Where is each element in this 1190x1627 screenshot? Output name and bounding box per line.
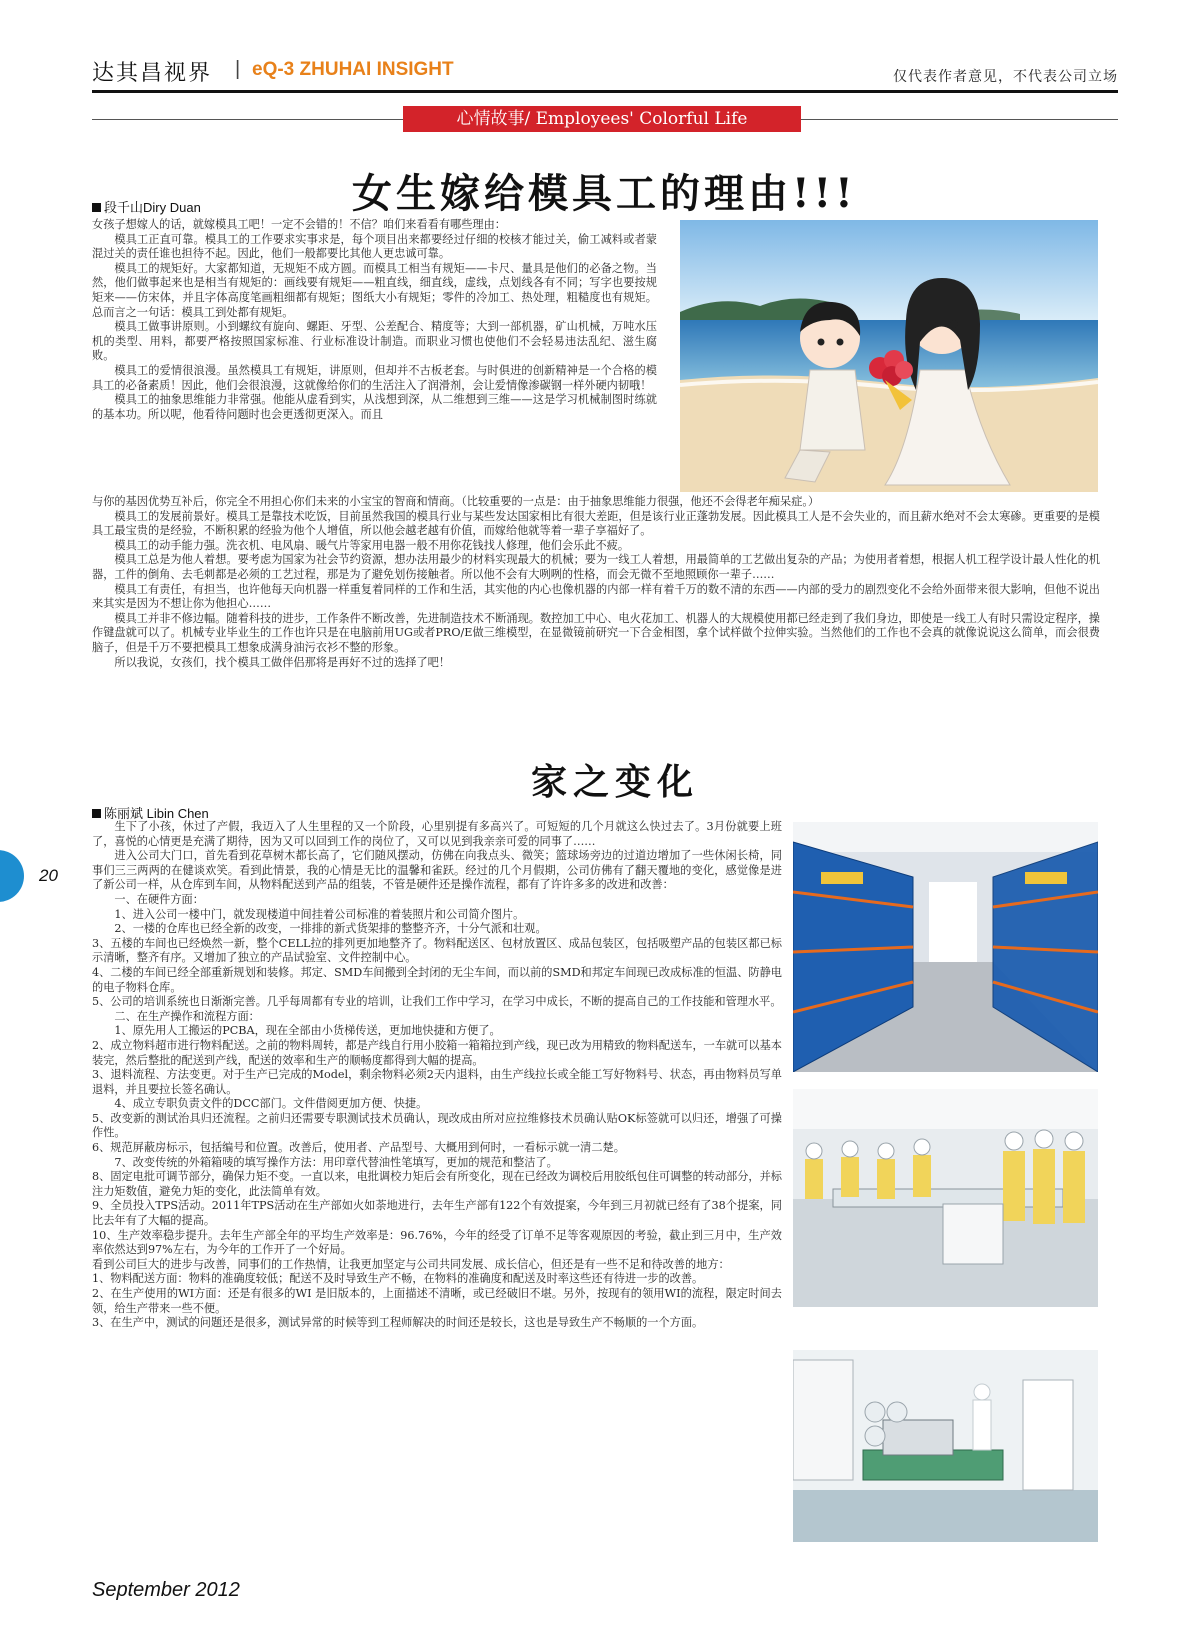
article1-paragraph: 模具工的规矩好。大家都知道，无规矩不成方圆。而模具工相当有规矩——卡尺、量具是他们的必备之物。当然，他们做事起来也是相当有规矩的：画线要有规矩——粗直线，细直线，虚线，点划线各有不同；写字也要按规矩来——仿宋体，并且字体高度笔画粗细都有规矩；图纸大小有规矩；零件的冷加工、热处理，粗糙度也有规矩。总而言之一句话：模具工到处都有规矩。 — [92, 261, 657, 319]
article2-paragraph: 6、规范屏蔽房标示，包括编号和位置。改善后，使用者、产品型号、大概用到何时，一看标示就一清二楚。 — [92, 1141, 625, 1155]
article1-paragraph: 所以我说，女孩们，找个模具工做伴侣那将是再好不过的选择了吧！ — [114, 655, 451, 669]
article2-paragraph: 二、在生产操作和流程方面： — [114, 1009, 260, 1023]
article2-paragraph: 一、在硬件方面： — [114, 892, 204, 906]
article2-paragraph: 4、成立专职负责文件的DCC部门。文件借阅更加方便、快捷。 — [114, 1097, 428, 1111]
article1-paragraph: 模具工正直可靠。模具工的工作要求实事求是，每个项目出来都要经过仔细的校核才能过关，偷工减料或者蒙混过关的责任谁也担待不起。因此，他们一般都要比其他人更忠诚可靠。 — [92, 232, 657, 261]
article2-paragraph: 3、在生产中，测试的问题还是很多，测试异常的时候等到工程师解决的时间还是较长，这也是导致生产不畅顺的一个方面。 — [92, 1316, 704, 1330]
article2-paragraph: 7、改变传统的外箱箱唛的填写操作方法：用印章代替油性笔填写，更加的规范和整洁了。 — [114, 1155, 558, 1169]
article1-fullwidth-text — [92, 495, 1100, 670]
article2-paragraph: 进入公司大门口，首先看到花草树木都长高了，它们随风摆动，仿佛在向我点头、微笑；篮球场旁边的过道边增加了一些休闲长椅，同事们三三两两的在健谈欢笑。看到此情景，我的心情是无比的温馨和雀跃。经过的几个月假期，公司仿佛有了翻天覆地的变化，感觉像是进了新公司一样，从仓库到车间，从物料配送到产品的组装，不管是硬件还是操作流程，都有了许许多多的改进和改善： — [92, 849, 782, 892]
article2-paragraph: 生下了小孩，休过了产假，我迈入了人生里程的又一个阶段，心里别提有多高兴了。可短短的几个月就这么快过去了。3月份就要上班了，喜悦的心情更是充满了期待，因为又可以回到工作的岗位了，又可以见到我亲亲可爱的同事了…… — [92, 820, 782, 848]
article2-paragraph: 2、成立物料超市进行物料配送。之前的物料周转，都是产线自行用小胶箱一箱箱拉到产线，现已改为用精致的物料配送车，一车就可以基本装完，然后整批的配送到产线，配送的效率和生产的顺畅度都得到大幅的提高。 — [92, 1038, 782, 1067]
header-brand-en: eQ-3 ZHUHAI INSIGHT — [252, 59, 454, 80]
article2-paragraph: 8、固定电批可调节部分，确保力矩不变。一直以来，电批调校力矩后会有所变化，现在已经改为调校后用胶纸包住可调整的转动部分，并标注力矩数值，避免力矩的变化，此法简单有效。 — [92, 1170, 782, 1198]
article2-paragraph: 1、原先用人工搬运的PCBA，现在全部由小货梯传送，更加地快捷和方便了。 — [114, 1024, 501, 1038]
footer-date: September 2012 — [92, 1579, 240, 1601]
author-square-icon — [92, 203, 101, 212]
article2-paragraph: 5、公司的培训系统也日渐渐完善。几乎每周都有专业的培训，让我们工作中学习，在学习中成长，不断的提高自己的工作技能和管理水平。 — [92, 995, 782, 1009]
article2-paragraph: 1、进入公司一楼中门，就发现楼道中间挂着公司标准的着装照片和公司简介图片。 — [114, 907, 525, 921]
article1-paragraph: 模具工并非不修边幅。随着科技的进步，工作条件不断改善，先进制造技术不断涌现。数控加工中心、电火花加工、机器人的大规模使用都已经走到了我们身边，即使是一线工人有时只需设定程序，操作键盘就可以了。机械专业毕业生的工作也许只是在电脑前用UG或者PRO/E做三维模型，在显微镜前研究一下合金相图，拿个试样做个拉伸实验。当然他们的工作也不会真的就像说说这么简单，而会很费脑子，但是千万不要把模具工想象成满身油污衣衫不整的形象。 — [92, 611, 1100, 654]
page-number-tab — [0, 850, 24, 902]
article2-column-text — [92, 820, 782, 1331]
article2-paragraph: 3、退料流程、方法变更。对于生产已完成的Model，剩余物料必须2天内退料，由生产线拉长或全能工写好物料号、状态，再由物料员写单退料，并且要拉长签名确认。 — [92, 1068, 782, 1096]
article2-paragraph: 10、生产效率稳步提升。去年生产部全年的平均生产效率是：96.76%，今年的经受了订单不足等客观原因的考验，截止到三月中，生产效率依然达到97%左右，为今年的工作开了一个好局。 — [92, 1228, 782, 1257]
article2-title: 家之变化 — [531, 761, 700, 803]
header-disclaimer: 仅代表作者意见，不代表公司立场 — [893, 69, 1118, 85]
section-banner: 心情故事/ Employees' Colorful Life — [403, 106, 801, 132]
article2-paragraph: 9、全员投入TPS活动。2011年TPS活动在生产部如火如荼地进行，去年生产部有122个有效提案，今年到三月初就已经有了38个提案，同比去年有了大幅的提高。 — [92, 1199, 782, 1228]
article2-paragraph: 3、五楼的车间也已经焕然一新，整个CELL拉的排列更加地整齐了。物料配送区、包材放置区、成品包装区，包括吸塑产品的包装区都已标示清晰，整齐有序。又增加了独立的产品试验室、文件控制中心。 — [92, 936, 782, 965]
article2-author-name: 陈丽斌 Libin Chen — [104, 806, 209, 821]
article2-paragraph: 1、物料配送方面：物料的准确度较低；配送不及时导致生产不畅，在物料的准确度和配送及时率这些还有待进一步的改善。 — [92, 1272, 704, 1286]
header-separator: | — [235, 58, 241, 80]
header-brand-cn: 达其昌视界 — [92, 61, 213, 86]
article1-author — [92, 197, 201, 216]
article1-paragraph: 模具工的抽象思维能力非常强。他能从虚看到实，从浅想到深，从二维想到三维——这是学习机械制图时练就的基本功。所以呢，他看待问题时也会更透彻更深入。而且 — [92, 393, 657, 421]
article1-title: 女生嫁给模具工的理由!!! — [352, 170, 857, 217]
article2-paragraph: 看到公司巨大的进步与改善，同事们的工作热情，让我更加坚定与公司共同发展、成长信心，但还是有一些不足和待改善的地方： — [92, 1257, 730, 1271]
article1-paragraph: 模具工的发展前景好。模具工是靠技术吃饭，目前虽然我国的模具行业与某些发达国家相比有很大差距，但是该行业正蓬勃发展。因此模具工人是不会失业的，而且薪水绝对不会太寒碜。更重要的是模具工最宝贵的是经验，不断积累的经验为他个人增值，所以他会越老越有价值，而嫁给他就等着一辈子享福好了。 — [92, 509, 1100, 538]
smt-workshop-photo — [793, 1320, 1098, 1542]
article1-author-name: 段千山Diry Duan — [104, 200, 201, 215]
header-rule — [92, 90, 1118, 93]
article1-paragraph: 模具工做事讲原则。小到螺纹有旋向、螺距、牙型、公差配合、精度等；大到一部机器，矿山机械，万吨水压机的类型、用料，都要严格按照国家标准、行业标准设计制造。而职业习惯也使他们不会轻易违法乱纪、滋生腐败。 — [92, 320, 657, 363]
article1-paragraph: 模具工有责任，有担当，也许他每天向机器一样重复着同样的工作和生活，其实他的内心也像机器的内部一样有着千万的数不清的东西——内部的受力的剧烈变化不会给外面带来很大影响，但他不说出来其实是因为不想让你为他担心…… — [92, 582, 1100, 611]
page-number: 20 — [39, 866, 58, 885]
author-square-icon — [92, 809, 101, 818]
production-line-photo — [793, 1089, 1098, 1307]
article1-paragraph: 女孩子想嫁人的话，就嫁模具工吧！一定不会错的！不信？咱们来看看有哪些理由： — [92, 218, 506, 231]
article1-paragraph: 模具工总是为他人着想。要考虑为国家为社会节约资源，想办法用最少的材料实现最大的机械；要为一线工人着想，用最简单的工艺做出复杂的产品；为使用者着想，根据人机工程学设计最人性化的机器，工件的倒角、去毛刺都是必须的工艺过程，那是为了避免划伤接触者。所以他不会有大咧咧的性格，而会无微不至地照顾你一辈子…… — [92, 553, 1100, 581]
article2-paragraph: 4、二楼的车间已经全部重新规划和装修。邦定、SMD车间搬到全封闭的无尘车间，而以前的SMD和邦定车间现已改成标准的恒温、防静电的电子物料仓库。 — [92, 965, 782, 994]
article1-paragraph: 模具工的爱情很浪漫。虽然模具工有规矩，讲原则，但却并不古板老套。与时俱进的创新精神是一个合格的模具工的必备素质！因此，他们会很浪漫，这就像给你们的生活注入了润滑剂，会让爱情像渗碳钢一样外硬内韧哦！ — [92, 363, 657, 392]
article2-paragraph: 2、在生产使用的WI方面：还是有很多的WI 是旧版本的，上面描述不清晰，或已经破旧不堪。另外，按现有的领用WI的流程，限定时间去领，给生产带来一些不便。 — [92, 1287, 782, 1315]
article1-paragraph: 与你的基因优势互补后，你完全不用担心你们未来的小宝宝的智商和情商。（比较重要的一点是：由于抽象思维能力很强，他还不会得老年痴呆症。） — [92, 495, 820, 508]
article1-paragraph: 模具工的动手能力强。洗衣机、电风扇、暖气片等家用电器一般不用你花钱找人修理，他们会乐此不疲。 — [114, 538, 630, 552]
article2-paragraph: 5、改变新的测试治具归还流程。之前归还需要专职测试技术员确认，现改成由所对应拉维修技术员确认贴OK标签就可以归还，增强了可操作性。 — [92, 1111, 782, 1140]
warehouse-photo — [793, 822, 1098, 1072]
article2-paragraph: 2、一楼的仓库也已经全新的改变，一排排的新式货架排的整整齐齐，十分气派和壮观。 — [114, 922, 547, 936]
article1-column-text — [92, 218, 657, 422]
wedding-illustration — [680, 220, 1098, 492]
